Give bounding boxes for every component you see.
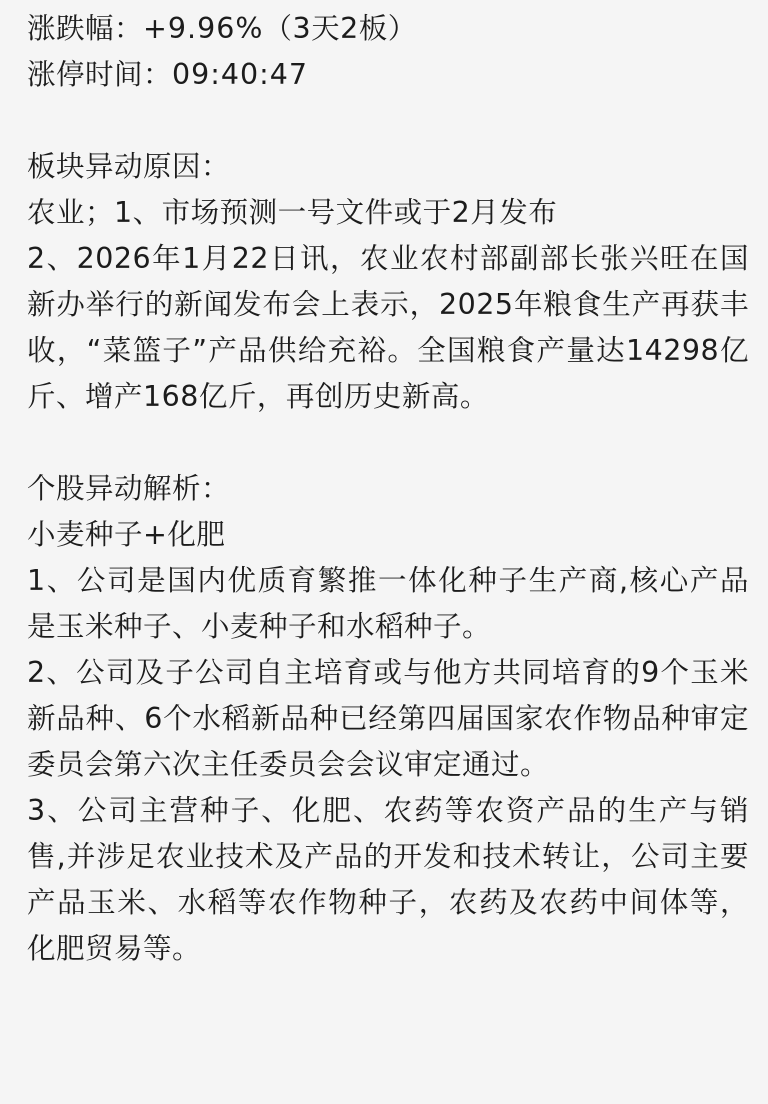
limit-time-value: 09:40:47	[172, 58, 309, 91]
analysis-item-2: 2、公司及子公司自主培育或与他方共同培育的9个玉米新品种、6个水稻新品种已经第四届国家农作物品种审定委员会第六次主任委员会会议审定通过。	[27, 656, 749, 781]
change-label: 涨跌幅：	[27, 12, 144, 45]
sector-heading: 板块异动原因：	[27, 150, 231, 183]
change-value: +9.96%	[143, 12, 264, 45]
sector-reason-2: 2、2026年1月22日讯，农业农村部副部长张兴旺在国新办举行的新闻发布会上表示，2025年粮食生产再获丰收，“菜篮子”产品供给充裕。全国粮食产量达14298亿斤、增产168亿斤，再创历史新高。	[27, 242, 749, 413]
analysis-theme: 小麦种子+化肥	[27, 518, 226, 551]
analysis-item-1: 1、公司是国内优质育繁推一体化种子生产商,核心产品是玉米种子、小麦种子和水稻种子。	[27, 564, 749, 643]
sector-reason-1: 农业；1、市场预测一号文件或于2月发布	[27, 196, 558, 229]
analysis-heading: 个股异动解析：	[27, 472, 231, 505]
change-note: （3天2板）	[263, 12, 417, 45]
change-row	[27, 6, 749, 52]
spacer	[27, 420, 749, 466]
spacer	[27, 98, 749, 144]
limit-time-row	[27, 52, 749, 98]
limit-time-label: 涨停时间：	[27, 58, 173, 91]
analysis-item-3: 3、公司主营种子、化肥、农药等农资产品的生产与销售,并涉足农业技术及产品的开发和技术转让，公司主要产品玉米、水稻等农作物种子，农药及农药中间体等，化肥贸易等。	[27, 794, 749, 965]
stock-note-document	[27, 6, 749, 972]
